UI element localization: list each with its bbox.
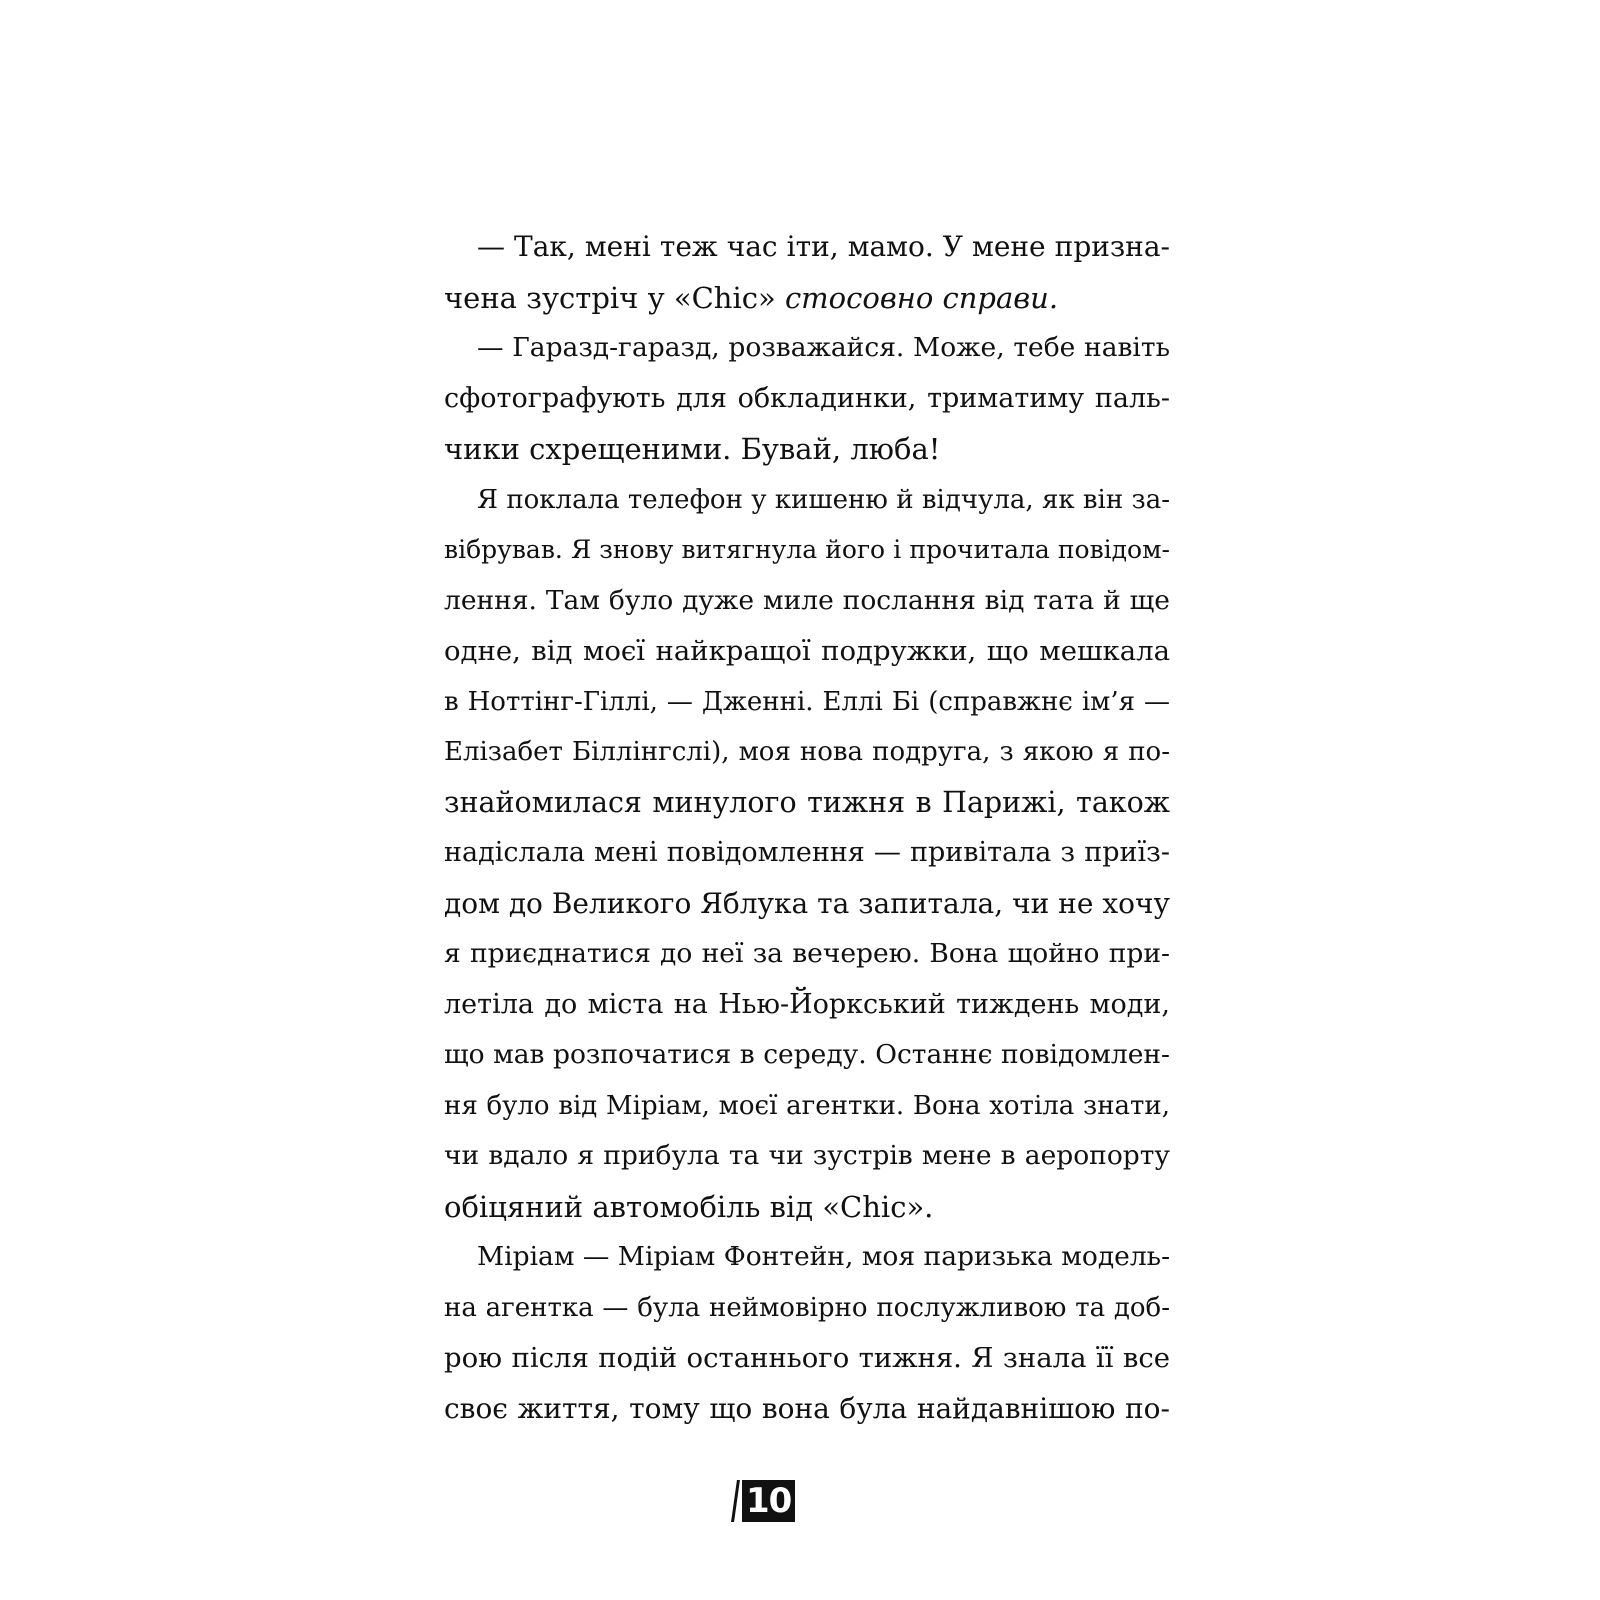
text-line: Міріам — Міріам Фонтейн, моя паризька модель- <box>477 1241 1171 1272</box>
text-line: надіслала мені повідомлення — привітала з приїз- <box>444 837 1170 868</box>
body-text <box>444 222 1170 1434</box>
text-line: летіла до міста на Нью-Йоркський тиждень моди, <box>444 988 1170 1020</box>
text-line: я приєднатися до неї за вечерею. Вона щойно при- <box>444 938 1170 969</box>
text-line: Я поклала телефон у кишеню й відчула, як він за- <box>477 484 1170 515</box>
text-line-part: чена зустріч у «Chic» <box>444 280 776 315</box>
text-line: рою після подій останнього тижня. Я знала її все <box>444 1342 1170 1374</box>
text-line: вібрував. Я знову витягнула його і прочитала повідом- <box>444 535 1170 564</box>
text-line: чики схрещеними. Бувай, люба! <box>444 432 941 466</box>
text-line: знайомилася минулого тижня в Парижі, також <box>444 785 1170 819</box>
text-line: що мав розпочатися в середу. Останнє повідомлен- <box>444 1039 1170 1070</box>
text-line: — Так, мені теж час іти, мамо. У мене призна- <box>477 230 1170 263</box>
text-line: в Ноттінг-Гіллі, — Дженні. Еллі Бі (справжнє ім’я — <box>444 686 1170 717</box>
text-line: — Гаразд-гаразд, розважайся. Може, тебе навіть <box>477 332 1170 363</box>
text-line: дом до Великого Яблука та запитала, чи не хочу <box>444 886 1170 920</box>
page-number-bar <box>731 1480 740 1522</box>
page-number-label: 10 <box>742 1480 795 1522</box>
text-line: на агентка — була неймовірно послужливою та доб- <box>444 1292 1170 1323</box>
text-line: сфотографують для обкладинки, триматиму паль- <box>444 382 1170 414</box>
italic-phrase: стосовно справи. <box>784 280 1059 315</box>
text-line: лення. Там було дуже миле послання від тата й ще <box>444 584 1170 616</box>
page-number <box>734 1478 795 1522</box>
text-line: Елізабет Біллінгслі), моя нова подруга, з якою я по- <box>444 737 1170 767</box>
text-line: ня було від Міріам, моєї агентки. Вона хотіла знати, <box>444 1090 1170 1121</box>
text-line: своє життя, тому що вона була найдавнішою по- <box>444 1391 1170 1425</box>
text-line <box>444 273 1170 324</box>
text-line: одне, від моєї найкращої подружки, що мешкала <box>444 635 1170 667</box>
text-line: обіцяний автомобіль від «Chic». <box>444 1189 934 1224</box>
text-line: чи вдало я прибула та чи зустрів мене в аеропорту <box>444 1140 1170 1171</box>
